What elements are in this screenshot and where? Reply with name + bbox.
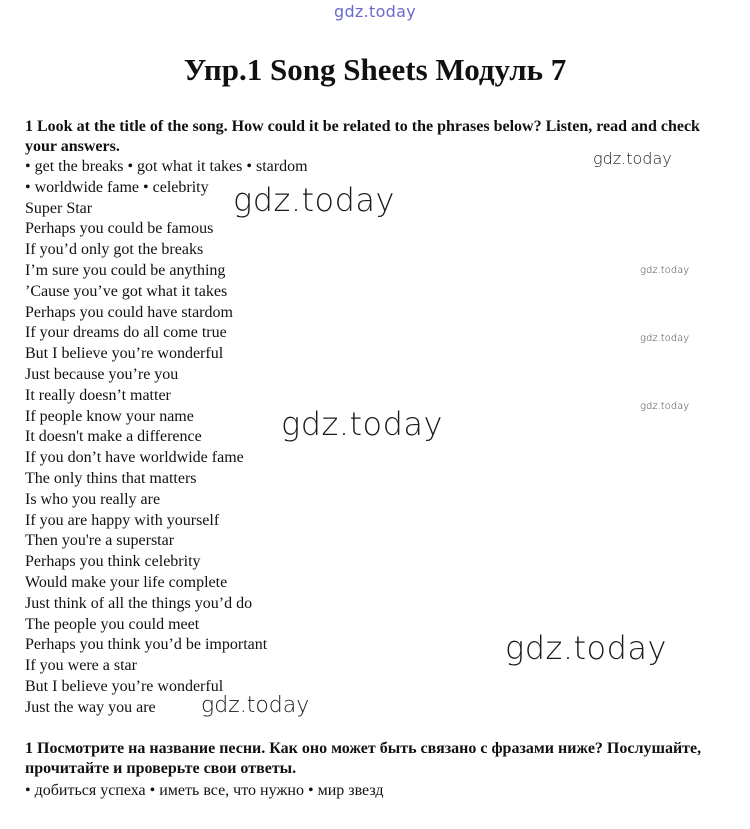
lyrics-line: Perhaps you think you’d be important bbox=[25, 636, 268, 654]
lyrics-line: If you are happy with yourself bbox=[25, 511, 220, 529]
lyrics-line: I’m sure you could be anything bbox=[25, 261, 226, 279]
task-instructions-en: 1 Look at the title of the song. How could it be related to the phrases below? Listen, read and check your answers. bbox=[25, 118, 700, 155]
lyrics-line: • get the breaks • got what it takes • stardom bbox=[25, 158, 308, 175]
watermark-top: gdz.today bbox=[334, 2, 416, 21]
lyrics-line: Super Star bbox=[25, 199, 93, 217]
lyrics-line: But I believe you’re wonderful bbox=[25, 677, 224, 695]
page-title: Упр.1 Song Sheets Модуль 7 bbox=[183, 52, 567, 87]
lyrics-line: Would make your life complete bbox=[25, 573, 228, 591]
lyrics-line: If you’d only got the breaks bbox=[25, 241, 204, 259]
lyrics-line: It doesn't make a difference bbox=[25, 428, 202, 446]
lyrics-line: It really doesn’t matter bbox=[25, 386, 171, 404]
song-lyrics bbox=[25, 157, 308, 719]
lyrics-line: • worldwide fame • celebrity bbox=[25, 178, 209, 196]
lyrics-line: Just the way you are bbox=[25, 698, 156, 716]
watermark: gdz.today bbox=[640, 401, 690, 412]
lyrics-line: Perhaps you could have stardom bbox=[25, 303, 233, 321]
lyrics-line: Just think of all the things you’d do bbox=[25, 594, 253, 612]
watermark: gdz.today bbox=[505, 629, 667, 667]
lyrics-line: Is who you really are bbox=[25, 490, 161, 508]
lyrics-line: ’Cause you’ve got what it takes bbox=[25, 282, 228, 300]
lyrics-line: If people know your name bbox=[25, 407, 194, 425]
lyrics-line: If your dreams do all come true bbox=[25, 324, 227, 342]
watermark: gdz.today bbox=[233, 181, 395, 219]
lyrics-line: If you don’t have worldwide fame bbox=[25, 449, 244, 467]
lyrics-line: Perhaps you think celebrity bbox=[25, 553, 201, 571]
watermark: gdz.today bbox=[593, 149, 672, 168]
lyrics-line: The only thins that matters bbox=[25, 469, 197, 487]
watermark: gdz.today bbox=[281, 405, 443, 443]
lyrics-line: The people you could meet bbox=[25, 615, 200, 633]
lyrics-line: If you were a star bbox=[25, 657, 137, 675]
lyrics-line: Perhaps you could be famous bbox=[25, 220, 214, 238]
lyrics-line: Just because you’re you bbox=[25, 365, 179, 383]
lyrics-line: But I believe you’re wonderful bbox=[25, 345, 224, 363]
watermark: gdz.today bbox=[640, 333, 690, 344]
watermark: gdz.today bbox=[640, 265, 690, 276]
task-instructions-ru: 1 Посмотрите на название песни. Как оно может быть связано с фразами ниже? Послушайте, прочитайте и проверьте свои ответы. bbox=[25, 740, 702, 777]
phrases-ru: • добиться успеха • иметь все, что нужно • мир звезд bbox=[25, 782, 384, 799]
watermark: gdz.today bbox=[201, 693, 310, 718]
lyrics-line: Then you're a superstar bbox=[25, 532, 175, 550]
